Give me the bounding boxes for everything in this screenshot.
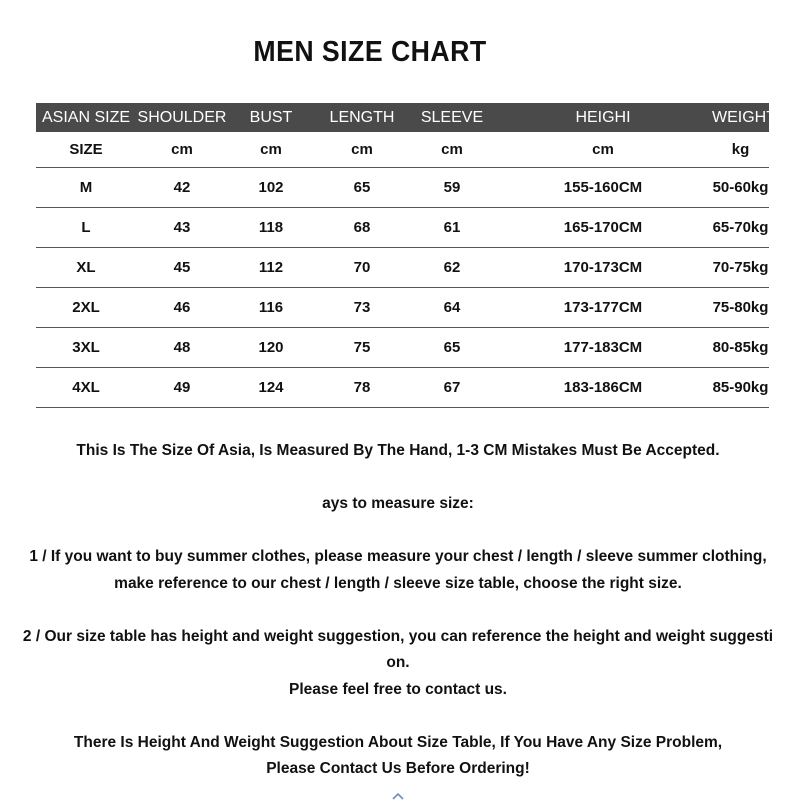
unit-cell: cm bbox=[592, 141, 614, 158]
bust-cell: 112 bbox=[258, 259, 284, 276]
suggestion-line2: Please Contact Us Before Ordering! bbox=[266, 760, 530, 777]
header-shoulder: SHOULDER bbox=[137, 108, 227, 126]
shoulder-cell: 45 bbox=[173, 259, 191, 276]
size-cell: 4XL bbox=[72, 379, 100, 396]
unit-cell: kg bbox=[731, 141, 750, 158]
length-cell: 65 bbox=[353, 179, 371, 196]
page-title: MEN SIZE CHART bbox=[253, 36, 487, 68]
size-chart-table bbox=[36, 103, 776, 408]
bust-cell: 116 bbox=[258, 299, 284, 316]
tip-two-line1: 2 / Our size table has height and weight suggestion, you can reference the height and weight suggesti bbox=[22, 627, 774, 645]
sleeve-cell: 61 bbox=[443, 219, 461, 236]
length-cell: 73 bbox=[353, 299, 371, 316]
height-cell: 177-183CM bbox=[563, 339, 643, 356]
shoulder-cell: 48 bbox=[173, 339, 191, 356]
unit-cell: cm bbox=[441, 141, 463, 158]
bust-cell: 118 bbox=[258, 219, 284, 236]
bust-cell: 124 bbox=[258, 379, 284, 396]
unit-cell: SIZE bbox=[69, 141, 103, 158]
asia-size-note: This Is The Size Of Asia, Is Measured By The Hand, 1-3 CM Mistakes Must Be Accepted. bbox=[76, 442, 720, 459]
length-cell: 78 bbox=[353, 379, 371, 396]
length-cell: 70 bbox=[353, 259, 371, 276]
units-row bbox=[36, 132, 769, 168]
size-cell: XL bbox=[76, 259, 96, 276]
chevron-up-icon[interactable] bbox=[391, 789, 405, 800]
unit-cell: cm bbox=[351, 141, 373, 158]
shoulder-cell: 49 bbox=[173, 379, 191, 396]
size-cell: L bbox=[81, 219, 91, 236]
header-weight: WEIGHT bbox=[712, 108, 776, 126]
length-cell: 75 bbox=[353, 339, 371, 356]
unit-cell: cm bbox=[260, 141, 282, 158]
table-row bbox=[36, 368, 769, 408]
size-notes bbox=[20, 438, 776, 783]
sleeve-cell: 65 bbox=[443, 339, 461, 356]
header-height: HEIGHI bbox=[575, 108, 631, 126]
measure-heading: ays to measure size: bbox=[322, 495, 474, 512]
height-cell: 170-173CM bbox=[563, 259, 643, 276]
header-asian-size: ASIAN SIZE bbox=[41, 108, 131, 126]
bust-cell: 120 bbox=[258, 339, 284, 356]
sleeve-cell: 62 bbox=[443, 259, 461, 276]
bust-cell: 102 bbox=[258, 179, 284, 196]
weight-cell: 70-75kg bbox=[712, 259, 769, 276]
table-row bbox=[36, 248, 769, 288]
size-cell: M bbox=[79, 179, 93, 196]
suggestion-line1: There Is Height And Weight Suggestion About Size Table, If You Have Any Size Problem, bbox=[73, 733, 723, 751]
height-cell: 183-186CM bbox=[563, 379, 643, 396]
height-cell: 155-160CM bbox=[563, 179, 643, 196]
contact-note: Please feel free to contact us. bbox=[289, 680, 507, 698]
weight-cell: 80-85kg bbox=[712, 339, 769, 356]
table-header bbox=[36, 103, 776, 132]
header-bust: BUST bbox=[249, 108, 293, 126]
weight-cell: 65-70kg bbox=[712, 219, 769, 236]
tip-two-line2: on. bbox=[386, 654, 410, 671]
header-length: LENGTH bbox=[329, 108, 395, 126]
shoulder-cell: 46 bbox=[173, 299, 191, 316]
header-sleeve: SLEEVE bbox=[420, 108, 484, 126]
shoulder-cell: 42 bbox=[173, 179, 191, 196]
height-cell: 173-177CM bbox=[563, 299, 643, 316]
table-row bbox=[36, 168, 769, 208]
length-cell: 68 bbox=[353, 219, 371, 236]
weight-cell: 50-60kg bbox=[712, 179, 769, 196]
tip-one-line2: make reference to our chest / length / sleeve size table, choose the right size. bbox=[114, 574, 682, 592]
height-cell: 165-170CM bbox=[563, 219, 643, 236]
shoulder-cell: 43 bbox=[173, 219, 191, 236]
sleeve-cell: 67 bbox=[443, 379, 461, 396]
size-cell: 2XL bbox=[72, 299, 100, 316]
weight-cell: 75-80kg bbox=[712, 299, 769, 316]
size-cell: 3XL bbox=[72, 339, 100, 356]
tip-one-line1: 1 / If you want to buy summer clothes, please measure your chest / length / sleeve summer clothing, bbox=[29, 548, 767, 565]
table-row bbox=[36, 328, 769, 368]
sleeve-cell: 64 bbox=[443, 299, 461, 316]
weight-cell: 85-90kg bbox=[712, 379, 769, 396]
unit-cell: cm bbox=[171, 141, 193, 158]
sleeve-cell: 59 bbox=[443, 179, 461, 196]
table-row bbox=[36, 208, 769, 248]
table-row bbox=[36, 288, 769, 328]
